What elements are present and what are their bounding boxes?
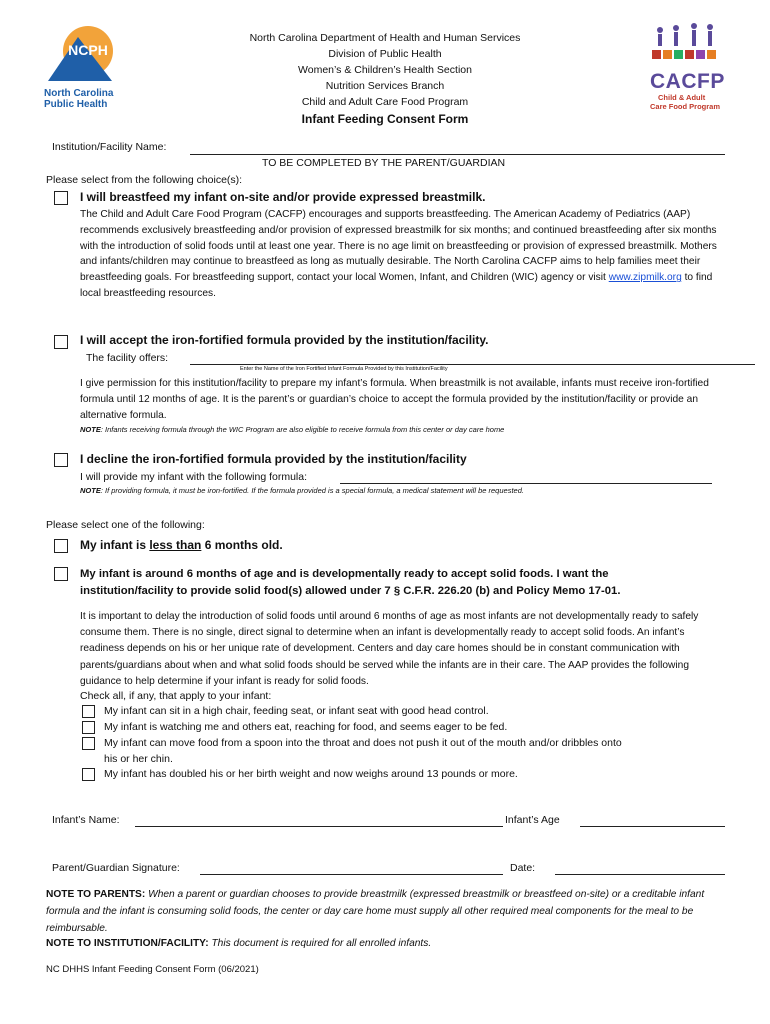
date-label: Date: bbox=[510, 862, 536, 874]
select-one-instruction: Please select one of the following: bbox=[46, 519, 205, 531]
formula-permission-text: I give permission for this institution/facility to prepare my infant’s formula. When breastmilk is not available, infants must receive iron-fortified formula until 12 months of age. It is the parent’s or guardian’s choice to accept the formula provided by the institution/facility or provide an alternative formula. bbox=[80, 378, 709, 421]
header-line: Women’s & Children’s Health Section bbox=[298, 64, 472, 76]
ncph-name-line2: Public Health bbox=[44, 99, 108, 110]
infant-age-input[interactable] bbox=[580, 826, 725, 827]
svg-text:NCPH: NCPH bbox=[68, 42, 108, 58]
cacfp-name-line2: Care Food Program bbox=[650, 102, 721, 111]
age-under-6-checkbox[interactable] bbox=[54, 539, 68, 553]
readiness-item: My infant is watching me and others eat, reaching for food, and seems eager to be fed. bbox=[104, 721, 508, 733]
header-line: Division of Public Health bbox=[328, 48, 442, 60]
header-line: North Carolina Department of Health and Human Services bbox=[249, 32, 521, 44]
readiness-item: My infant can move food from a spoon into the throat and does not push it out of the mouth and/or dribbles onto his or her chin. bbox=[104, 737, 622, 765]
infant-age-label: Infant’s Age bbox=[505, 814, 560, 826]
cacfp-acronym: CACFP bbox=[650, 70, 725, 93]
provided-formula-input[interactable] bbox=[340, 483, 712, 484]
readiness-checkbox[interactable] bbox=[82, 721, 95, 734]
infant-name-input[interactable] bbox=[135, 826, 503, 827]
infant-name-label: Infant’s Name: bbox=[52, 814, 120, 826]
readiness-item: My infant can sit in a high chair, feeding seat, or infant seat with good head control. bbox=[104, 705, 489, 717]
check-all-instruction: Check all, if any, that apply to your infant: bbox=[80, 690, 272, 702]
solid-foods-guidance: It is important to delay the introduction of solid foods until around 6 months of age as most infants are not developmentally ready to safely consume them. There is no single, direct signal to determine when an infant is developmentally ready to accept solid foods. An infant’s readiness depends on his or her unique rate of development. Centers and day care homes should be in constant communication with parents/guardians about when and what solid foods should be served while the infants are in their care. The AAP provides the following guidance to help determine if your infant is ready for solid foods. bbox=[80, 611, 699, 687]
age-underlined: less than bbox=[149, 538, 202, 552]
note-parents-text: When a parent or guardian chooses to provide breastmilk (expressed breastmilk or breastfeed on-site) or a creditable infant formula and the infant is consuming solid foods, the center or day care home must supply all other required meal components for the meal to be reimbursable. bbox=[46, 889, 705, 934]
readiness-checkbox[interactable] bbox=[82, 737, 95, 750]
age-option-line: institution/facility to provide solid food(s) allowed under 7 § C.F.R. 226.20 (b) and Policy Memo 17-01. bbox=[80, 585, 621, 597]
breastfeed-option-heading: I will breastfeed my infant on-site and/or provide expressed breastmilk. bbox=[80, 190, 486, 204]
age-suffix: 6 months old. bbox=[201, 538, 283, 552]
parent-signature-label: Parent/Guardian Signature: bbox=[52, 862, 180, 874]
cacfp-people-icon bbox=[650, 22, 722, 66]
facility-name-input[interactable] bbox=[190, 154, 725, 155]
note-to-institution bbox=[46, 938, 431, 949]
wic-formula-note bbox=[80, 425, 504, 434]
cacfp-logo bbox=[650, 22, 730, 112]
breastfeed-description bbox=[80, 207, 720, 302]
zipmilk-link[interactable]: www.zipmilk.org bbox=[608, 272, 682, 284]
ncph-name-line1: North Carolina bbox=[44, 88, 114, 99]
facility-formula-hint: Enter the Name of the Iron Fortified Infant Formula Provided by this Institution/Facility bbox=[240, 366, 448, 372]
accept-formula-heading: I will accept the iron-fortified formula provided by the institution/facility. bbox=[80, 333, 489, 347]
ncph-logo bbox=[40, 25, 125, 111]
decline-formula-heading: I decline the iron-fortified formula provided by the institution/facility bbox=[80, 452, 467, 466]
age-under-6-label bbox=[80, 538, 283, 552]
form-title: Infant Feeding Consent Form bbox=[301, 112, 469, 126]
note-text: : If providing formula, it must be iron-fortified. If the formula provided is a special formula, a medical statement will be requested. bbox=[100, 486, 524, 495]
provide-formula-label: I will provide my infant with the following formula: bbox=[80, 471, 308, 483]
accept-formula-checkbox[interactable] bbox=[54, 335, 68, 349]
decline-formula-checkbox[interactable] bbox=[54, 453, 68, 467]
agency-header bbox=[180, 30, 590, 127]
age-prefix: My infant is bbox=[80, 538, 150, 552]
breastfeed-body: The Child and Adult Care Food Program (CACFP) encourages and supports breastfeeding. The American Academy of Pediatrics (AAP) recommends exclusively breastfeeding and/or provision of expressed breastmilk for six months; and continued breastfeeding after six months with the introduction of solid foods until at least one year. There is no age limit on breastfeeding or provision of expressed breastmilk. Mothers and infants/children may continue to breastfeed as long as mutually desirable. The North Carolina CACFP aims to help families meet their breastfeeding goals. For breastfeeding support, contact your local Women, Infant, and Children (WIC) agency or visit bbox=[80, 209, 717, 284]
breastfeed-checkbox[interactable] bbox=[54, 191, 68, 205]
note-parents-label: NOTE TO PARENTS: bbox=[46, 889, 146, 900]
breastfeed-body-end: to find local breastfeeding resources. bbox=[80, 272, 713, 299]
parent-signature-input[interactable] bbox=[200, 874, 503, 875]
facility-offers-label: The facility offers: bbox=[86, 352, 169, 364]
age-6-months-label bbox=[80, 566, 740, 600]
note-label: NOTE bbox=[80, 486, 101, 495]
select-choices-instruction: Please select from the following choice(s): bbox=[46, 174, 243, 186]
note-label: NOTE bbox=[80, 425, 101, 434]
note-institution-text: This document is required for all enrolled infants. bbox=[208, 938, 432, 949]
note-text: : Infants receiving formula through the WIC Program are also eligible to receive formula from this center or day care home bbox=[100, 425, 505, 434]
facility-name-label: Institution/Facility Name: bbox=[52, 141, 167, 153]
readiness-item: My infant has doubled his or her birth weight and now weighs around 13 pounds or more. bbox=[104, 768, 518, 780]
date-input[interactable] bbox=[555, 874, 725, 875]
readiness-checkbox[interactable] bbox=[82, 768, 95, 781]
readiness-checkbox[interactable] bbox=[82, 705, 95, 718]
age-option-line: My infant is around 6 months of age and is developmentally ready to accept solid foods. I want the bbox=[80, 568, 609, 580]
iron-fortified-note bbox=[80, 486, 524, 495]
form-footer: NC DHHS Infant Feeding Consent Form (06/2021) bbox=[46, 964, 259, 975]
header-line: Child and Adult Care Food Program bbox=[301, 96, 469, 108]
cacfp-name-line1: Child & Adult bbox=[658, 93, 706, 102]
facility-formula-input[interactable] bbox=[190, 364, 755, 365]
header-line: Nutrition Services Branch bbox=[325, 80, 445, 92]
to-be-completed-heading: TO BE COMPLETED BY THE PARENT/GUARDIAN bbox=[262, 157, 506, 169]
note-to-parents bbox=[46, 886, 736, 937]
note-institution-label: NOTE TO INSTITUTION/FACILITY: bbox=[46, 938, 209, 949]
ncph-mountain-icon bbox=[40, 25, 125, 83]
age-6-months-checkbox[interactable] bbox=[54, 567, 68, 581]
